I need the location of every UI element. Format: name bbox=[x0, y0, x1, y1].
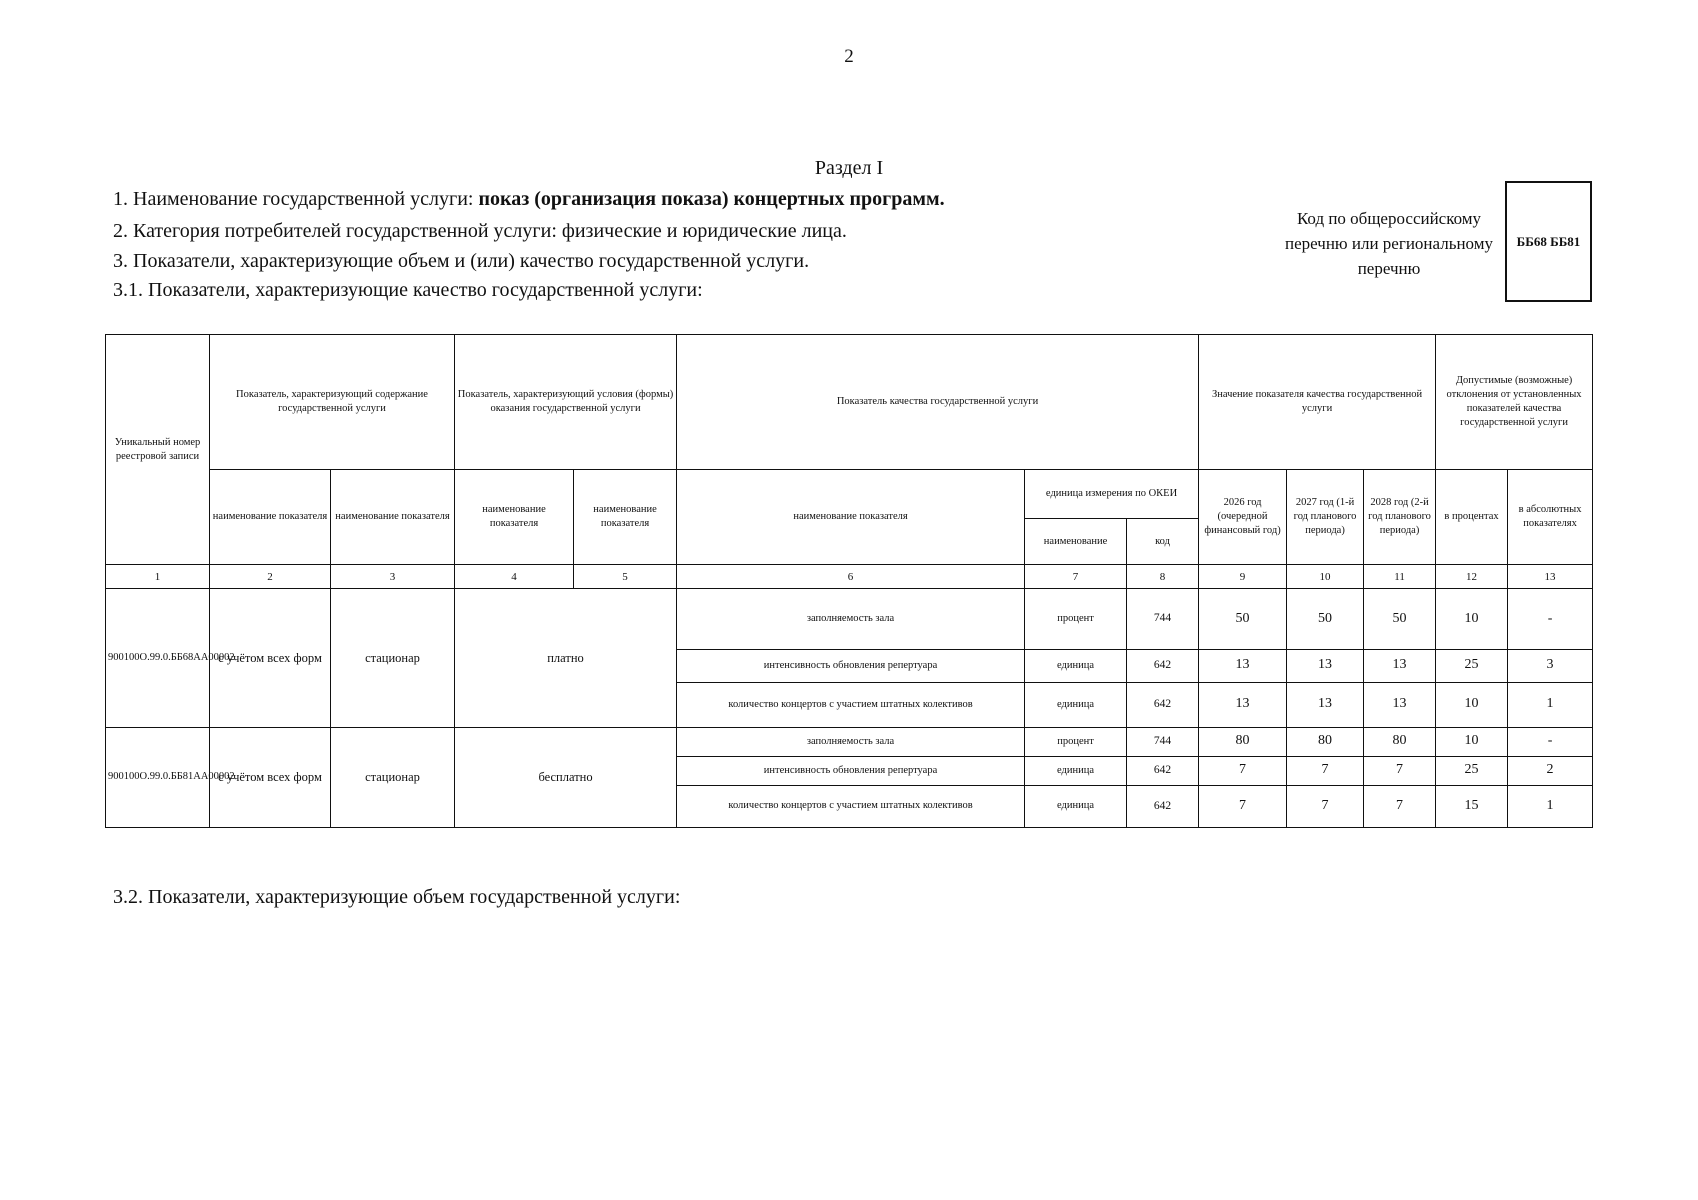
unit-code: 642 bbox=[1127, 649, 1199, 682]
value-2026: 80 bbox=[1199, 727, 1287, 756]
header-year-2028: 2028 год (2-й год планового периода) bbox=[1364, 470, 1436, 565]
registry-code-box bbox=[1505, 181, 1592, 302]
section-title: Раздел I bbox=[814, 157, 884, 179]
header-indicator-name: наименование показателя bbox=[210, 470, 331, 565]
header-deviation: Допустимые (возможные) отклонения от установленных показателей качества государственной услуги bbox=[1436, 335, 1593, 470]
column-numbers-row bbox=[106, 565, 1593, 589]
value-2028: 50 bbox=[1364, 589, 1436, 649]
unit-code: 744 bbox=[1127, 727, 1199, 756]
deviation-absolute: 2 bbox=[1508, 756, 1593, 785]
indicator-name: количество концертов с участием штатных колективов bbox=[677, 682, 1025, 727]
column-number: 2 bbox=[210, 565, 331, 589]
column-number: 9 bbox=[1199, 565, 1287, 589]
column-number: 10 bbox=[1287, 565, 1364, 589]
indicator-name: количество концертов с участием штатных колективов bbox=[677, 785, 1025, 827]
value-2027: 7 bbox=[1287, 756, 1364, 785]
service-name-value: показ (организация показа) концертных программ. bbox=[478, 188, 945, 210]
value-2027: 7 bbox=[1287, 785, 1364, 827]
unit-name: единица bbox=[1025, 682, 1127, 727]
registry-code-label: Код по общероссийскому перечню или региональному перечню bbox=[1285, 209, 1493, 278]
unit-name: единица bbox=[1025, 649, 1127, 682]
header-registry: Уникальный номер реестровой записи bbox=[106, 335, 210, 565]
registry-number: 900100О.99.0.ББ81АА00002 bbox=[106, 727, 210, 827]
value-2027: 80 bbox=[1287, 727, 1364, 756]
registry-code-value: ББ68 ББ81 bbox=[1516, 233, 1581, 249]
header-conditions: Показатель, характеризующий условия (формы) оказания государственной услуги bbox=[455, 335, 677, 470]
deviation-absolute: 1 bbox=[1508, 682, 1593, 727]
header-row-1 bbox=[106, 335, 1593, 470]
deviation-percent: 10 bbox=[1436, 727, 1508, 756]
deviation-percent: 10 bbox=[1436, 682, 1508, 727]
table-row bbox=[106, 589, 1593, 649]
unit-name: единица bbox=[1025, 785, 1127, 827]
indicator-name: заполняемость зала bbox=[677, 589, 1025, 649]
registry-number: 900100О.99.0.ББ68АА00002 bbox=[106, 589, 210, 727]
unit-name: процент bbox=[1025, 589, 1127, 649]
column-number: 6 bbox=[677, 565, 1025, 589]
unit-name: единица bbox=[1025, 756, 1127, 785]
payment-value: платно bbox=[455, 589, 677, 727]
unit-code: 642 bbox=[1127, 756, 1199, 785]
header-indicator-name: наименование показателя bbox=[331, 470, 455, 565]
header-indicator-name: наименование показателя bbox=[455, 470, 574, 565]
column-number: 7 bbox=[1025, 565, 1127, 589]
column-number: 5 bbox=[574, 565, 677, 589]
value-2027: 13 bbox=[1287, 682, 1364, 727]
unit-name: процент bbox=[1025, 727, 1127, 756]
header-unit-okei: единица измерения по ОКЕИ bbox=[1025, 470, 1199, 519]
indicator-name: интенсивность обновления репертуара bbox=[677, 649, 1025, 682]
value-2026: 7 bbox=[1199, 756, 1287, 785]
value-2028: 80 bbox=[1364, 727, 1436, 756]
value-2027: 13 bbox=[1287, 649, 1364, 682]
unit-code: 642 bbox=[1127, 785, 1199, 827]
column-number: 4 bbox=[455, 565, 574, 589]
value-2026: 50 bbox=[1199, 589, 1287, 649]
page-number: 2 bbox=[844, 46, 854, 67]
service-name-line bbox=[113, 188, 945, 211]
column-number: 11 bbox=[1364, 565, 1436, 589]
column-number: 3 bbox=[331, 565, 455, 589]
value-2028: 7 bbox=[1364, 785, 1436, 827]
value-2028: 7 bbox=[1364, 756, 1436, 785]
unit-code: 642 bbox=[1127, 682, 1199, 727]
deviation-percent: 15 bbox=[1436, 785, 1508, 827]
header-value: Значение показателя качества государственной услуги bbox=[1199, 335, 1436, 470]
header-indicator-name: наименование показателя bbox=[574, 470, 677, 565]
header-year-2026: 2026 год (очередной финансовый год) bbox=[1199, 470, 1287, 565]
header-year-2027: 2027 год (1-й год планового периода) bbox=[1287, 470, 1364, 565]
header-content: Показатель, характеризующий содержание государственной услуги bbox=[210, 335, 455, 470]
indicator-name: интенсивность обновления репертуара bbox=[677, 756, 1025, 785]
deviation-percent: 25 bbox=[1436, 649, 1508, 682]
place-value: стационар bbox=[331, 727, 455, 827]
deviation-percent: 25 bbox=[1436, 756, 1508, 785]
service-name-label: 1. Наименование государственной услуги: bbox=[113, 188, 479, 210]
value-2026: 13 bbox=[1199, 649, 1287, 682]
indicator-name: заполняемость зала bbox=[677, 727, 1025, 756]
quality-indicators-heading: 3.1. Показатели, характеризующие качество государственной услуги: bbox=[113, 279, 703, 301]
payment-value: бесплатно bbox=[455, 727, 677, 827]
column-number: 8 bbox=[1127, 565, 1199, 589]
value-2026: 13 bbox=[1199, 682, 1287, 727]
unit-code: 744 bbox=[1127, 589, 1199, 649]
quality-indicators-table bbox=[105, 334, 1593, 828]
table-row bbox=[106, 727, 1593, 756]
deviation-absolute: 1 bbox=[1508, 785, 1593, 827]
value-2028: 13 bbox=[1364, 682, 1436, 727]
header-unit-name: наименование bbox=[1025, 519, 1127, 565]
content-value: с учётом всех форм bbox=[210, 727, 331, 827]
value-2028: 13 bbox=[1364, 649, 1436, 682]
deviation-absolute: 3 bbox=[1508, 649, 1593, 682]
column-number: 1 bbox=[106, 565, 210, 589]
header-in-percent: в процентах bbox=[1436, 470, 1508, 565]
deviation-absolute: - bbox=[1508, 727, 1593, 756]
value-2026: 7 bbox=[1199, 785, 1287, 827]
header-row-2 bbox=[106, 470, 1593, 519]
content-value: с учётом всех форм bbox=[210, 589, 331, 727]
deviation-percent: 10 bbox=[1436, 589, 1508, 649]
header-in-absolute: в абсолютных показателях bbox=[1508, 470, 1593, 565]
value-2027: 50 bbox=[1287, 589, 1364, 649]
place-value: стационар bbox=[331, 589, 455, 727]
consumer-category-line: 2. Категория потребителей государственной услуги: физические и юридические лица. bbox=[113, 220, 847, 242]
indicators-heading: 3. Показатели, характеризующие объем и (или) качество государственной услуги. bbox=[113, 250, 810, 272]
header-quality: Показатель качества государственной услуги bbox=[677, 335, 1199, 470]
volume-indicators-heading: 3.2. Показатели, характеризующие объем государственной услуги: bbox=[113, 886, 681, 908]
column-number: 12 bbox=[1436, 565, 1508, 589]
header-unit-code: код bbox=[1127, 519, 1199, 565]
deviation-absolute: - bbox=[1508, 589, 1593, 649]
column-number: 13 bbox=[1508, 565, 1593, 589]
header-indicator-name-main: наименование показателя bbox=[677, 470, 1025, 565]
